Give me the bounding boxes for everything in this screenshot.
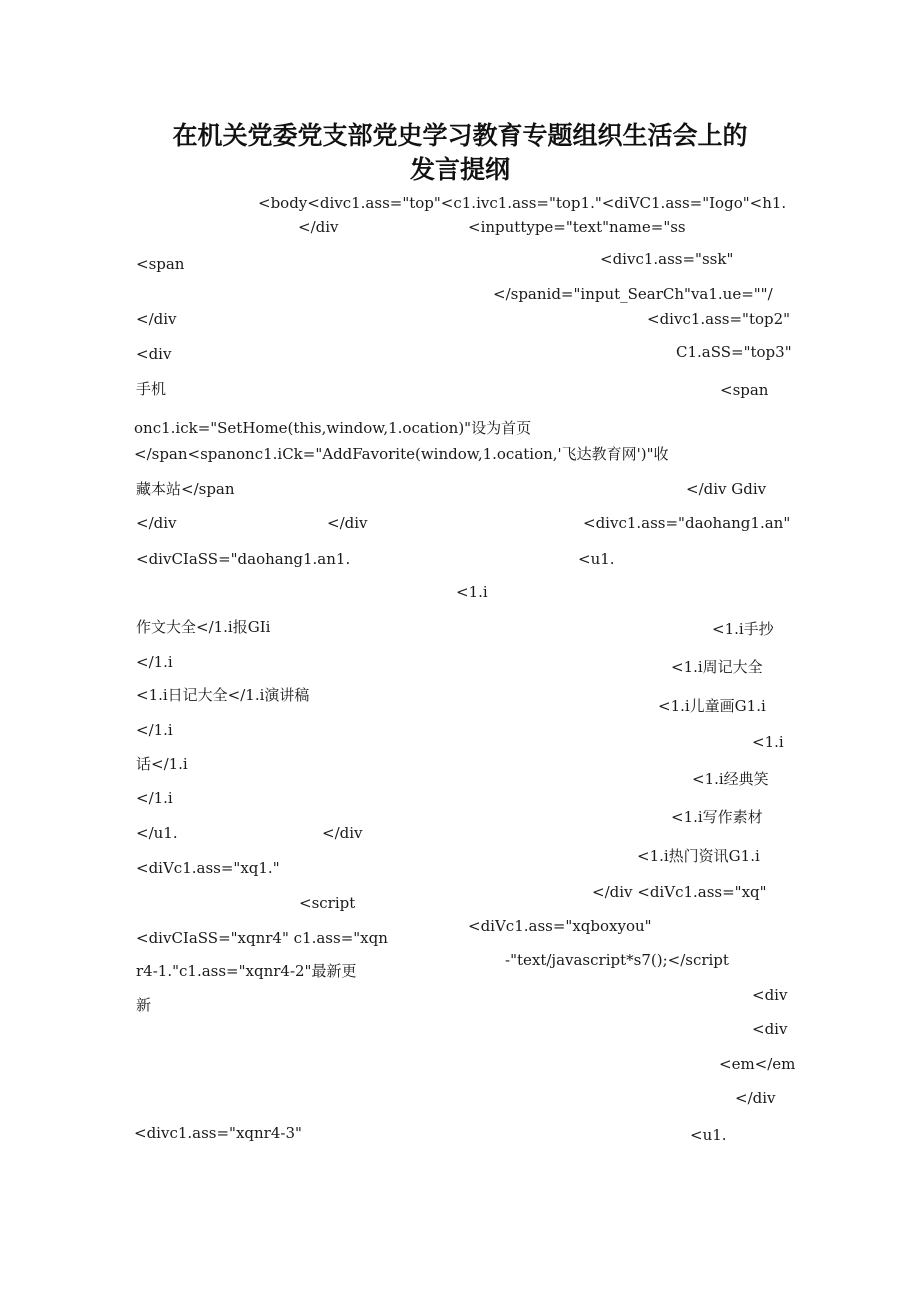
- text-line: -"text/javascript*s7();</script: [505, 951, 729, 969]
- text-line: <1.i: [456, 583, 488, 601]
- text-line: <span: [720, 381, 769, 399]
- text-line: </div Gdiv: [686, 480, 767, 498]
- text-line: <u1.: [690, 1126, 727, 1144]
- text-line: <1.i手抄: [712, 620, 774, 638]
- text-line: 作文大全</1.i报GIi: [136, 618, 271, 636]
- text-line: </span<spanonc1.iCk="AddFavorite(window,1.ocation,'飞达教育网')"收: [134, 445, 669, 463]
- text-line: <divc1.ass="top2": [647, 310, 791, 328]
- text-line: <1.i经典笑: [692, 770, 769, 788]
- document-title-line-1: 在机关党委党支部党史学习教育专题组织生活会上的: [172, 121, 748, 150]
- text-line: <divc1.ass="daohang1.an": [583, 514, 791, 532]
- text-line: 话</1.i: [136, 755, 188, 773]
- text-line: <divc1.ass="ssk": [600, 250, 734, 268]
- text-line: <divCIaSS="xqnr4" c1.ass="xqn: [136, 929, 388, 947]
- text-line: </1.i: [136, 653, 173, 671]
- text-line: <1.i日记大全</1.i演讲稿: [136, 686, 310, 704]
- text-line: 手机: [136, 380, 167, 398]
- text-line: r4-1."c1.ass="xqnr4-2"最新更: [136, 962, 357, 980]
- text-line: </div: [136, 310, 177, 328]
- text-line: <divCIaSS="daohang1.an1.: [136, 550, 351, 568]
- text-line: </div <diVc1.ass="xq": [592, 883, 767, 901]
- text-line: <divc1.ass="xqnr4-3": [134, 1124, 302, 1142]
- text-line: </div: [735, 1089, 776, 1107]
- text-line: </div: [298, 218, 339, 236]
- text-line: 藏本站</span: [136, 480, 235, 498]
- text-line: <1.i周记大全: [671, 658, 763, 676]
- text-line: <1.i儿童画G1.i: [658, 697, 766, 715]
- text-line: <script: [299, 894, 356, 912]
- text-line: </spanid="input_SearCh"va1.ue=""/: [493, 285, 773, 303]
- text-line: <diVc1.ass="xq1.": [136, 859, 280, 877]
- text-line: <inputtype="text"name="ss: [468, 218, 686, 236]
- text-line: <u1.: [578, 550, 615, 568]
- text-line: <div: [752, 986, 788, 1004]
- text-line: onc1.ick="SetHome(this,window,1.ocation)"设为首页: [134, 419, 532, 437]
- text-line: </div: [327, 514, 368, 532]
- text-line: </1.i: [136, 789, 173, 807]
- text-line: <em</em: [719, 1055, 796, 1073]
- text-line: <div: [136, 345, 172, 363]
- text-line: <div: [752, 1020, 788, 1038]
- document-title-line-2: 发言提纲: [409, 155, 510, 184]
- text-line: </div: [136, 514, 177, 532]
- text-line: <span: [136, 255, 185, 273]
- text-line: </u1.: [136, 824, 178, 842]
- text-line: <diVc1.ass="xqboxyou": [468, 917, 652, 935]
- text-line: <1.i: [752, 733, 784, 751]
- text-line: <body<divc1.ass="top"<c1.ivc1.ass="top1."<diVC1.ass="Iogo"<h1.: [258, 194, 787, 212]
- text-line: 新: [136, 996, 152, 1014]
- text-line: <1.i热门资讯G1.i: [637, 847, 760, 865]
- text-line: </1.i: [136, 721, 173, 739]
- text-line: </div: [322, 824, 363, 842]
- text-line: C1.aSS="top3": [676, 343, 792, 361]
- text-line: <1.i写作素材: [671, 808, 763, 826]
